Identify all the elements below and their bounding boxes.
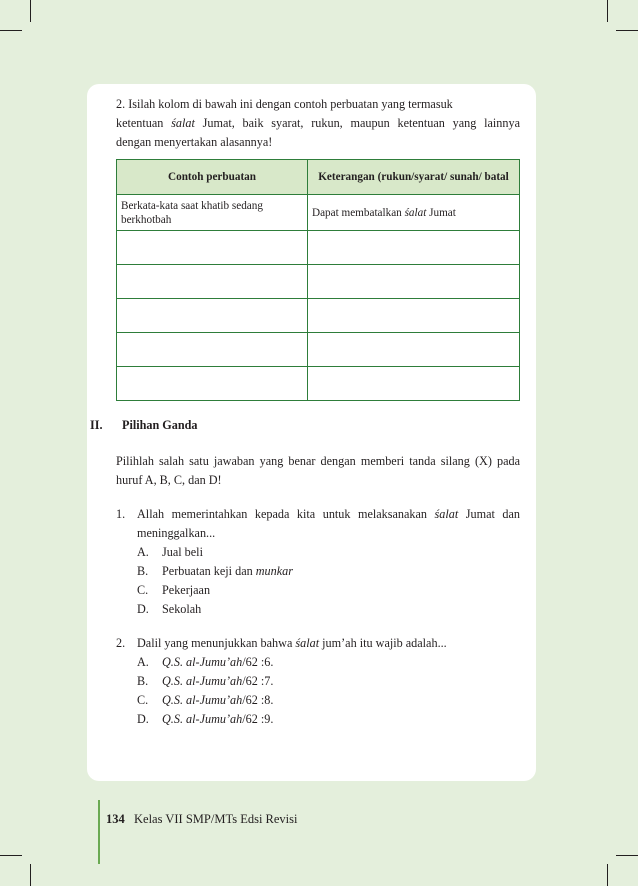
section-instruction-line1: Pilihlah salah satu jawaban yang benar dengan memberi tanda silang (X) pada [116, 454, 520, 468]
table-row [117, 231, 520, 265]
answer-table [116, 159, 520, 401]
table-cell-empty[interactable] [308, 333, 520, 367]
option-letter: C. [137, 583, 149, 597]
option-letter: A. [137, 655, 149, 669]
table-cell-empty[interactable] [308, 231, 520, 265]
table-row [117, 333, 520, 367]
crop-mark [607, 0, 608, 22]
table-cell-empty[interactable] [308, 299, 520, 333]
option-text: Q.S. al-Jumu’ah/62 :9. [162, 712, 274, 726]
crop-mark [616, 30, 638, 31]
q2-intro-line3: dengan menyertakan alasannya! [116, 135, 273, 149]
option-letter: C. [137, 693, 149, 707]
table-cell-empty[interactable] [117, 265, 308, 299]
option-letter: A. [137, 545, 149, 559]
q2-intro-line2: ketentuan śalat Jumat, baik syarat, rukun, maupun ketentuan yang lainnya [116, 116, 520, 130]
option-text: Jual beli [162, 545, 203, 559]
table-cell: Dapat membatalkan śalat Jumat [308, 195, 520, 231]
table-cell-empty[interactable] [117, 367, 308, 401]
table-cell-empty[interactable] [117, 299, 308, 333]
crop-mark [0, 30, 22, 31]
section-instruction-line2: huruf A, B, C, dan D! [116, 473, 222, 487]
crop-mark [607, 864, 608, 886]
question-number: 1. [116, 507, 126, 521]
table-row [117, 195, 520, 231]
table-row [117, 299, 520, 333]
option-text: Q.S. al-Jumu’ah/62 :6. [162, 655, 274, 669]
book-title: Kelas VII SMP/MTs Edsi Revisi [134, 812, 298, 826]
option-letter: B. [137, 674, 149, 688]
table-cell-empty[interactable] [308, 367, 520, 401]
crop-mark [30, 864, 31, 886]
option-letter: D. [137, 602, 149, 616]
table-cell-empty[interactable] [308, 265, 520, 299]
table-header-cell: Keterangan (rukun/syarat/ sunah/ batal [308, 160, 520, 195]
table-header-row [117, 160, 520, 195]
table-cell-empty[interactable] [117, 333, 308, 367]
option-text: Pekerjaan [162, 583, 211, 597]
section-number: II. [90, 418, 103, 432]
crop-mark [30, 0, 31, 22]
footer-accent-bar [98, 800, 100, 864]
section-title: Pilihan Ganda [122, 418, 198, 432]
page-number: 134 [106, 812, 125, 826]
option-text: Perbuatan keji dan munkar [162, 564, 293, 578]
table-row [117, 367, 520, 401]
option-text: Q.S. al-Jumu’ah/62 :7. [162, 674, 274, 688]
option-letter: D. [137, 712, 149, 726]
table-cell-empty[interactable] [117, 231, 308, 265]
question-text-line1: Allah memerintahkan kepada kita untuk melaksanakan śalat Jumat dan [137, 507, 520, 521]
table-header-cell: Contoh perbuatan [117, 160, 308, 195]
table-cell: Berkata-kata saat khatib sedang berkhotbah [117, 195, 308, 231]
option-text: Q.S. al-Jumu’ah/62 :8. [162, 693, 274, 707]
question-text-line2: meninggalkan... [137, 526, 216, 540]
option-text: Sekolah [162, 602, 202, 616]
crop-mark [616, 855, 638, 856]
question-number: 2. [116, 636, 126, 650]
question-text-line1: Dalil yang menunjukkan bahwa śalat jum’ah itu wajib adalah... [137, 636, 447, 650]
q2-intro-line1: 2. Isilah kolom di bawah ini dengan contoh perbuatan yang termasuk [116, 97, 453, 111]
option-letter: B. [137, 564, 149, 578]
table-row [117, 265, 520, 299]
crop-mark [0, 855, 22, 856]
